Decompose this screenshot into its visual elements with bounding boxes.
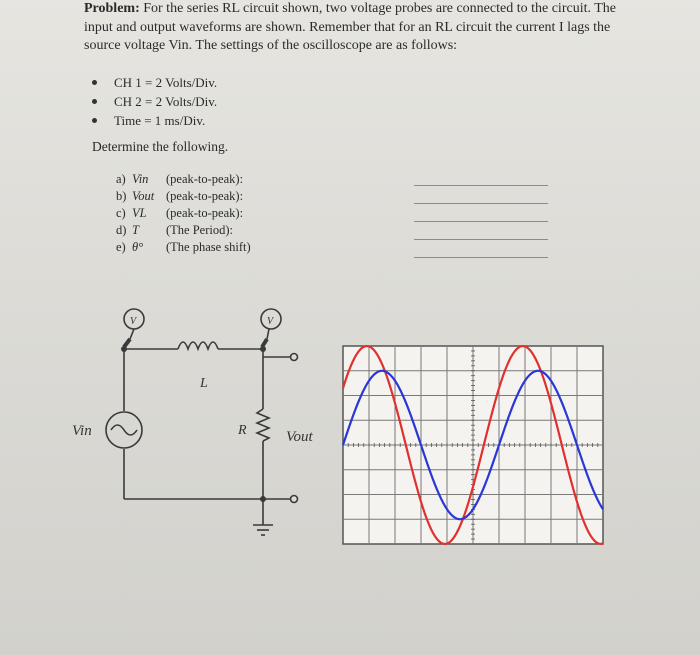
output-label: Vout xyxy=(286,429,313,445)
setting-item: CH 2 = 2 Volts/Div. xyxy=(92,92,217,111)
question-item: d) T (The Period): xyxy=(116,223,233,237)
bullet-icon xyxy=(92,80,97,85)
rl-circuit-diagram xyxy=(64,303,324,553)
answer-line xyxy=(414,203,548,204)
setting-item: Time = 1 ms/Div. xyxy=(92,111,217,130)
question-item: a) Vin (peak-to-peak): xyxy=(116,172,244,186)
bullet-icon xyxy=(92,99,97,104)
inductor-symbol xyxy=(178,342,218,349)
problem-label: Problem: xyxy=(84,1,140,16)
answer-line xyxy=(414,221,548,222)
answer-line xyxy=(414,185,548,186)
resistor-symbol xyxy=(257,409,269,441)
setting-item: CH 1 = 2 Volts/Div. xyxy=(92,73,217,92)
bullet-icon xyxy=(92,118,97,123)
answer-line xyxy=(414,239,548,240)
question-item: e) θ° (The phase shift) xyxy=(116,240,251,254)
probe-right-label: V xyxy=(267,316,274,327)
answer-line xyxy=(414,257,548,258)
source-label: Vin xyxy=(72,423,92,439)
determine-heading: Determine the following. xyxy=(92,139,229,154)
question-item: b) Vout (peak-to-peak): xyxy=(116,189,244,203)
question-item: c) VL (peak-to-peak): xyxy=(116,206,244,220)
question-list xyxy=(116,171,251,256)
inductor-label: L xyxy=(200,376,208,391)
resistor-label: R xyxy=(238,423,247,438)
problem-statement xyxy=(84,0,624,56)
scope-settings-list xyxy=(92,73,217,130)
oscilloscope-display xyxy=(342,345,604,545)
problem-text: For the series RL circuit shown, two voltage probes are connected to the circuit. The input and output waveforms are shown. Remember that for an RL circuit the current I lags the source voltage Vin. The settings of the oscilloscope are as follows: xyxy=(84,1,616,53)
probe-left-label: V xyxy=(130,316,137,327)
